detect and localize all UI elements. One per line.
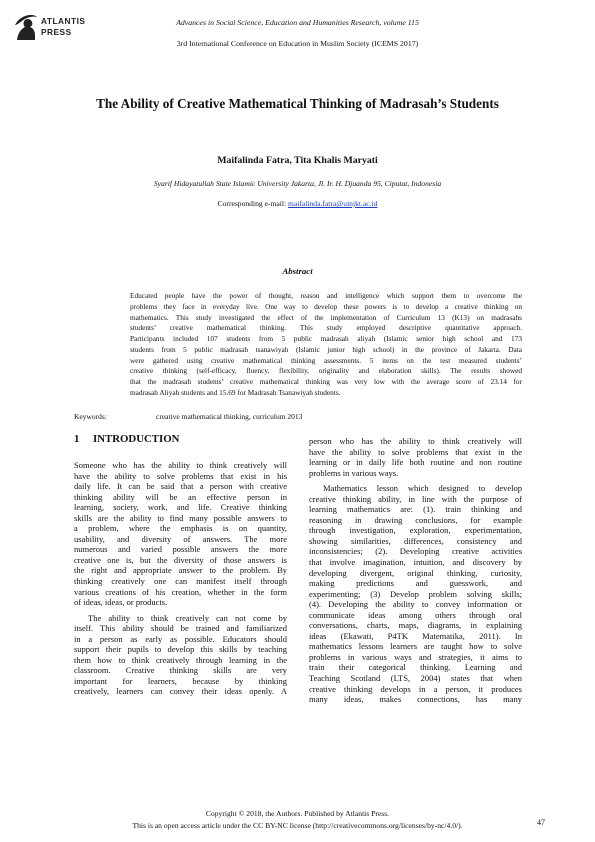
body-line: in a person as early as possible. Educators should [74,633,287,644]
body-line: creative thinking ability, in line with the purpose of [309,493,522,504]
section-title: INTRODUCTION [93,433,180,445]
body-line: train their categorical thinking. Learning and [309,662,522,673]
abstract-line: were gathered using creative mathematical thinking assessments. 5 items on the test measured students’ [130,355,522,365]
body-line: problems in various ways and strategies, it aims to [309,651,522,662]
body-line: that involve imagination, intuition, and discovery by [309,557,522,568]
abstract-line: students’ creative mathematical thinking. This study employed descriptive quantitative approach. [130,323,522,333]
body-line: have the ability to solve problems that exist in the [309,446,522,457]
body-line: various creations of his creation, whether in the form [74,586,287,597]
body-line: inconsistencies; (2). Developing creative activities [309,546,522,557]
body-line: (4). Developing the ability to convey information or [309,599,522,610]
body-line: many ideas, makes connections, has many [309,694,522,705]
keywords-label: Keywords: [74,412,107,421]
body-line: learning, society, work, and life. Creative thinking [74,502,287,513]
abstract-line: problems they face in everyday live. One way to develop these powers is to develop a creative thinking on [130,301,522,311]
body-line: making predictions and guesswork, and [309,578,522,589]
body-line: reasoning in drawing conclusions, for example [309,514,522,525]
body-line: numerous and varied possible answers the more [74,544,287,555]
body-line: person who has the ability to think creatively will [309,436,522,446]
author-affiliation: Syarif Hidayatullah State Islamic University Jakarta, Jl. Ir. H. Djuanda 95, Ciputat, Indonesia [153,179,442,188]
abstract-line: that the madrasah students’ creative mathematical thinking was very low with the average score of 23.14 for [130,377,522,386]
body-line: have the ability to solve problems that exist in his [74,470,287,481]
body-line: the right and appropriate answer to the problem. By [74,565,287,576]
right-column [309,436,522,705]
license-notice: This is an open access article under the CC BY-NC license (http://creativecommons.org/licenses/by-nc/4.0/). [132,821,463,830]
conference-header: 3rd International Conference on Education in Muslim Society (ICEMS 2017) [176,39,419,48]
logo-line-2: PRESS [41,27,72,37]
abstract-line: Educated people have the power of thought, reason and intelligence which support them to overcome the [130,291,522,300]
body-line: developing divergent, original thinking, curiosity, [309,567,522,578]
paper-title: The Ability of Creative Mathematical Thinking of Madrasah’s Students [96,96,499,111]
body-line: skills are the ability to find many possible answers to [74,512,287,523]
body-line: communicate ideas among others through oral [309,609,522,620]
body-line: usability, and diversity of answers. The more [74,533,287,544]
abstract-line: students from 5 public madrasah tsanawiyah (Islamic junior high school) in the province of Jakarta. Data [130,344,522,354]
logo-line-1: ATLANTIS [41,16,86,26]
keywords-value: creative mathematical thinking, curriculum 2013 [156,412,303,421]
copyright-notice: Copyright © 2018, the Authors. Published by Atlantis Press. [205,809,390,818]
page-number: 47 [537,818,545,827]
body-line: daily life. It can be said that a person with creative [74,481,287,492]
body-line: Someone who has the ability to think creatively will [74,460,287,470]
body-line: classroom. Creative thinking skills are very [74,665,287,676]
section-number: 1 [74,433,80,445]
abstract-line: Participants included 107 students from 5 public madrasah aliyah (Islamic senior high school and 173 [130,334,522,343]
body-line: of ideas, ideas, or products. [74,597,168,608]
body-line: mathematics lessons learners are taught how to solve [309,641,522,652]
section-heading [74,433,179,445]
series-header: Advances in Social Science, Education and Humanities Research, volume 115 [176,18,419,27]
body-line: Teaching Scotland (LTS, 2004) states that when [309,673,522,684]
corresponding-email [0,199,595,208]
body-line: ideas (Ekawati, P4TK Matematika, 2011). In [309,630,522,641]
body-line: learning mathematics are: (1). train thinking and [309,504,522,515]
body-line: learning or in daily life both routine and non routine [309,457,522,468]
abstract-line: mathematics. This study investigated the effect of the implementation of Curriculum 13 (K13) on madrasahs [130,312,522,322]
abstract-body [130,291,522,399]
body-line: thinking ability will be an effective person in [74,491,287,502]
body-line: thinking creatively one can manifest itself through [74,576,287,587]
corresponding-label: Corresponding e-mail: [217,199,288,208]
email-link[interactable]: maifalinda.fatra@uinjkt.ac.id [288,199,378,208]
paper-authors: Maifalinda Fatra, Tita Khalis Maryati [217,155,378,166]
body-line: a problem, where the emphasis is on quantity, [74,523,287,534]
body-line: through investigation, exploration, experimentation, [309,525,522,536]
body-line: problems in various ways. [309,467,399,478]
left-column [74,460,287,697]
body-line: itself. This ability should be trained and familiarized [74,623,287,634]
body-line: showing similarities, differences, consistency and [309,535,522,546]
body-line: important for learners, because by thinking [74,675,287,686]
body-line: experimenting; (3) Develop problem solving skills; [309,588,522,599]
body-line: conversations, charts, maps, diagrams, in explaining [309,620,522,631]
body-line: creative thinking develops in a person, it produces [309,683,522,694]
body-line: support their pupils to develop this skills by teaching [74,644,287,655]
abstract-line: creative thinking (self-efficacy, fluency, flexibility, originality and elaboration skills). The results showed [130,366,522,376]
body-line: creatively, learners can convey their ideas openly. A [74,686,287,697]
abstract-heading: Abstract [282,266,313,276]
body-line: Mathematics lesson which designed to develop [323,483,522,494]
body-line: The ability to think creatively can not come by [88,612,287,623]
body-line: them how to think creatively through learning in the [74,654,287,665]
abstract-line: madrasah Aliyah students and 15.69 for Madrasah Tsanawiyah students. [130,387,341,397]
body-line: creative one is, but the diversity of those answers is [74,554,287,565]
